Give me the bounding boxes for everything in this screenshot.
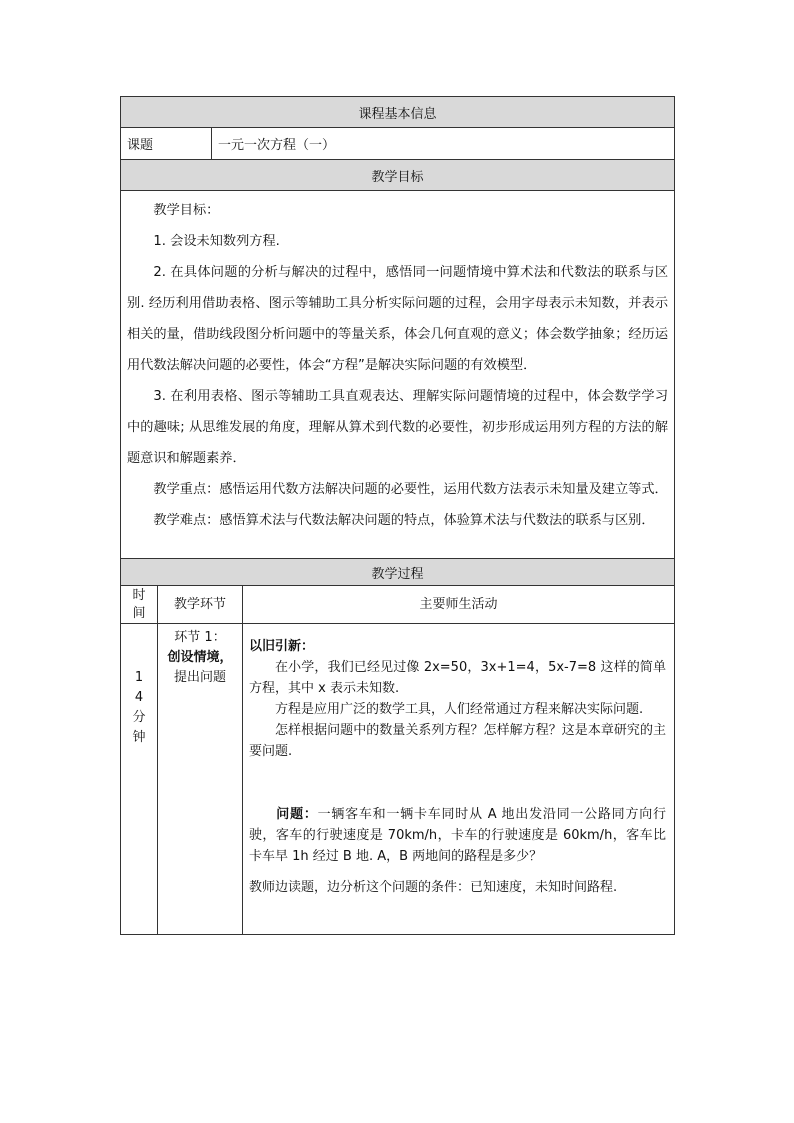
intro-title: 以旧引新： xyxy=(249,639,315,654)
process-header: 教学过程 xyxy=(121,559,675,586)
col-activity: 主要师生活动 xyxy=(243,586,675,624)
row1-time: 14分钟 xyxy=(121,624,158,935)
objective-item-3: 3. 在利用表格、图示等辅助工具直观表达、理解实际问题情境的过程中，体会数学学习中的趣味; 从思维发展的角度，理解从算术到代数的必要性，初步形成运用列方程的方法的解题意识和解题素养． xyxy=(127,389,669,466)
objectives-header: 教学目标 xyxy=(121,160,675,191)
course-table xyxy=(120,96,675,935)
course-info-header: 课程基本信息 xyxy=(121,97,675,128)
stage-number: 环节 1： xyxy=(174,630,226,645)
activity-p4: 教师边读题，边分析这个问题的条件：已知速度，未知时间路程. xyxy=(249,880,618,895)
activity-p1: 在小学，我们已经见过像 2x=50，3x+1=4，5x-7=8 这样的简单方程，其中 x 表示未知数. xyxy=(249,660,667,696)
col-time: 时间 xyxy=(121,586,158,624)
problem-label: 问题： xyxy=(276,807,318,822)
stage-subtitle: 提出问题 xyxy=(173,670,226,685)
topic-value: 一元一次方程（一） xyxy=(212,128,675,160)
row1-stage xyxy=(158,624,243,935)
difficulty: 教学难点：感悟算术法与代数法解决问题的特点，体验算术法与代数法的联系与区别． xyxy=(153,513,655,528)
topic-label: 课题 xyxy=(121,128,212,160)
objectives-intro: 教学目标： xyxy=(153,203,220,218)
lesson-plan xyxy=(120,96,674,935)
key-point: 教学重点：感悟运用代数方法解决问题的必要性，运用代数方法表示未知量及建立等式． xyxy=(153,482,668,497)
problem-text: 一辆客车和一辆卡车同时从 A 地出发沿同一公路同方向行驶，客车的行驶速度是 70km/h，卡车的行驶速度是 60km/h，客车比卡车早 1h 经过 B 地. A，B 两地间的路程是多少？ xyxy=(249,807,667,864)
objective-item-2: 2. 在具体问题的分析与解决的过程中，感悟同一问题情境中算术法和代数法的联系与区别. 经历利用借助表格、图示等辅助工具分析实际问题的过程，会用字母表示未知数，并表示相关的量，借助线段图分析问题中的等量关系，体会几何直观的意义；体会数学抽象；经历运用代数法解决问题的必要性，体会“方程”是解决实际问题的有效模型． xyxy=(127,265,669,373)
activity-p3: 怎样根据问题中的数量关系列方程？怎样解方程？这是本章研究的主要问题. xyxy=(249,723,667,759)
col-stage: 教学环节 xyxy=(158,586,243,624)
objective-item-1: 1. 会设未知数列方程. xyxy=(153,234,280,249)
problem-statement xyxy=(249,804,666,867)
row1-activity xyxy=(243,624,675,935)
stage-title: 创设情境， xyxy=(167,650,233,665)
objectives-body xyxy=(121,191,675,559)
activity-p2: 方程是应用广泛的数学工具，人们经常通过方程来解决实际问题. xyxy=(275,702,644,717)
